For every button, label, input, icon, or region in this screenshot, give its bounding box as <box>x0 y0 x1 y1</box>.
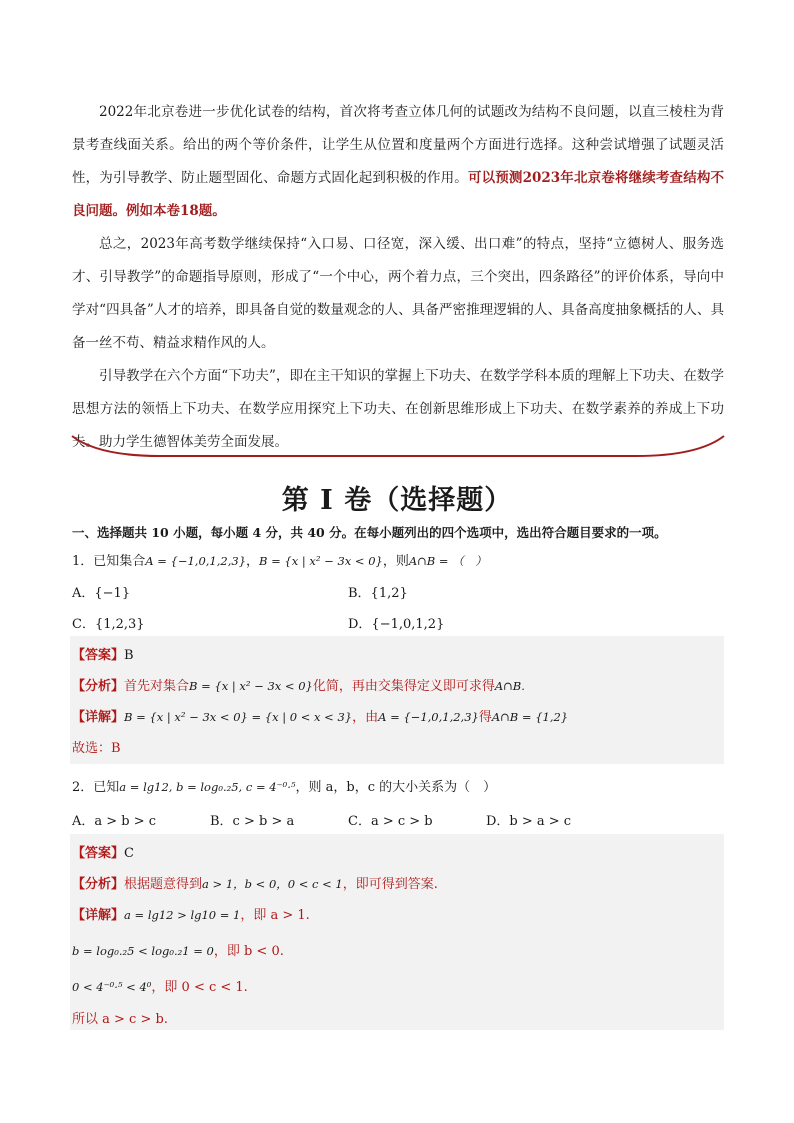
question-2: 2．已知a = lg12, b = log₀.₂5, c = 4⁻⁰·⁵，则 a，b，c 的大小关系为（ ） <box>72 780 497 795</box>
q2-option-b: B．c > b > a <box>210 814 295 829</box>
q1-detail: 【详解】B = {x | x² − 3x < 0} = {x | 0 < x < 3}，由A = {−1,0,1,2,3}得A∩B = {1,2} <box>72 710 569 725</box>
q1-conclusion: 故选：B <box>72 741 121 756</box>
intro-paragraph-2: 总之，2023年高考数学继续保持“入口易、口径宽，深入缓、出口难”的特点，坚持“立德树人、服务选才、引导教学”的命题指导原则，形成了“一个中心，两个着力点，三个突出，四条路径”的评价体系，导向中学对“四具备”人才的培养，即具备自觉的数量观念的人、具备严密推理逻辑的人、具备高度抽象概括的人、具备一丝不苟、精益求精作风的人。 <box>72 236 724 351</box>
q1-option-a: A．{−1} <box>72 586 131 601</box>
curved-divider <box>70 432 726 462</box>
section-title: 第 I 卷（选择题） <box>281 485 513 516</box>
q2-option-a: A．a > b > c <box>72 814 157 829</box>
intro-paragraph-3: 引导教学在六个方面“下功夫”，即在主干知识的掌握上下功夫、在数学学科本质的理解上下功夫、在数学思想方法的领悟上下功夫、在数学应用探究上下功夫、在创新思维形成上下功夫、在数学素养的养成上下功夫。助力学生德智体美劳全面发展。 <box>72 368 724 450</box>
intro-text <box>72 96 724 459</box>
section-instructions: 一、选择题共 10 小题，每小题 4 分，共 40 分。在每小题列出的四个选项中，选出符合题目要求的一项。 <box>72 525 667 540</box>
q2-detail-1: 【详解】a = lg12 > lg10 = 1，即 a > 1. <box>72 908 310 923</box>
q2-detail-3: 0 < 4⁻⁰·⁵ < 4⁰，即 0 < c < 1. <box>72 980 248 995</box>
q2-analysis: 【分析】根据题意得到a > 1，b < 0，0 < c < 1，即可得到答案. <box>72 877 438 892</box>
q1-option-d: D．{−1,0,1,2} <box>348 617 445 632</box>
q1-analysis: 【分析】首先对集合B = {x | x² − 3x < 0}化简，再由交集得定义即可求得A∩B. <box>72 679 525 694</box>
q2-answer: 【答案】C <box>72 846 134 861</box>
q2-detail-2: b = log₀.₂5 < log₀.₂1 = 0，即 b < 0. <box>72 944 284 959</box>
intro-paragraph-1: 2022年北京卷进一步优化试卷的结构，首次将考查立体几何的试题改为结构不良问题，以直三棱柱为背景考查线面关系。给出的两个等价条件，让学生从位置和度量两个方面进行选择。这种尝试增强了试题灵活性，为引导教学、防止题型固化、命题方式固化起到积极的作用。可以预测2023年北京卷将继续考查结构不良问题。例如本卷18题。 <box>72 104 725 219</box>
question-1: 1．已知集合A = {−1,0,1,2,3}，B = {x | x² − 3x < 0}，则A∩B = （ ） <box>72 554 487 569</box>
q2-option-d: D．b > a > c <box>486 814 572 829</box>
q2-option-c: C．a > c > b <box>348 814 433 829</box>
q1-option-b: B．{1,2} <box>348 586 408 601</box>
q2-detail-4: 所以 a > c > b. <box>72 1012 168 1027</box>
q2-solution-box <box>70 834 724 1030</box>
highlight-prediction: 可以预测2023年北京卷将继续考查结构不良问题。例如本卷18题。 <box>72 170 725 219</box>
q1-answer: 【答案】B <box>72 648 134 663</box>
q1-option-c: C．{1,2,3} <box>72 617 145 632</box>
q1-solution-box <box>70 636 724 764</box>
